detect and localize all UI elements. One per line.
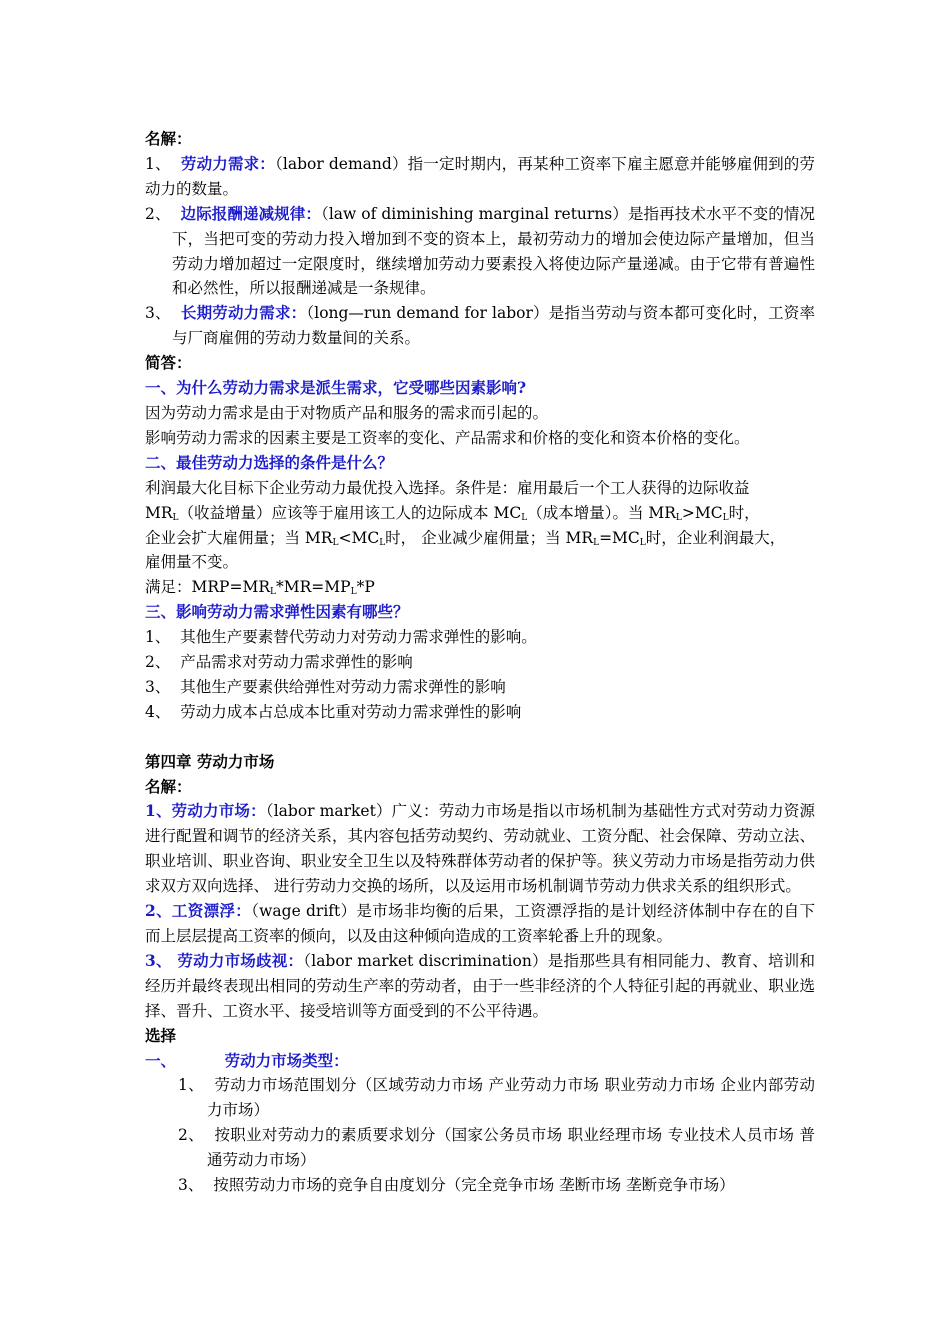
answer-line	[145, 526, 815, 551]
text-fragment: （收益增量）应该等于雇用该工人的边际成本 MC	[178, 503, 522, 522]
text-fragment: *MR=MP	[275, 578, 351, 597]
text-fragment: *P	[356, 578, 375, 597]
definition-item	[145, 202, 815, 302]
text-fragment: MR	[145, 503, 173, 522]
text-fragment: （成本增量）。当 MR	[527, 503, 676, 522]
question-title: 二、最佳劳动力选择的条件是什么？	[145, 452, 394, 472]
list-item	[145, 675, 815, 700]
definition-text: （law of diminishing marginal returns）是指再技术水平不变的情况下，当把可变的劳动力投入增加到不变的资本上，最初劳动力的增加会使边际产量增加，但当劳动力增加超过一定限度时，继续增加劳动力要素投入将使边际产量递减。由于它带有普遍性和必然性，所以报酬递减是一条规律。	[172, 204, 815, 298]
subscript: L	[675, 512, 682, 523]
definition-text: （long—run demand for labor）是指当劳动与资本都可变化时，工资率与厂商雇佣的劳动力数量间的关系。	[172, 304, 815, 348]
definition-item	[145, 152, 815, 202]
text-fragment: 时，	[728, 503, 760, 522]
subscript: L	[593, 537, 600, 548]
question-title: 三、影响劳动力需求弹性因素有哪些？	[145, 602, 409, 622]
list-item	[145, 650, 815, 675]
text-fragment: 满足：MRP=MR	[145, 578, 270, 597]
definition-item	[145, 899, 815, 949]
subscript: L	[722, 512, 729, 523]
definition-term: 边际报酬递减规律：	[180, 203, 321, 223]
list-item	[145, 625, 815, 650]
list-item	[145, 700, 815, 725]
subscript: L	[172, 512, 179, 523]
type-text: 按照劳动力市场的竞争自由度划分（完全竞争市场 垄断市场 垄断竞争市场）	[213, 1176, 735, 1195]
item-number: 2、	[178, 1126, 204, 1145]
answer-line: 利润最大化目标下企业劳动力最优投入选择。条件是：雇用最后一个工人获得的边际收益	[145, 478, 750, 497]
text-fragment: 时， 企业减少雇佣量；当 MR	[385, 528, 594, 547]
text-fragment: >MC	[681, 503, 723, 522]
item-number: 1、	[178, 1076, 204, 1095]
definition-term: 长期劳动力需求：	[180, 303, 307, 323]
item-number: 4、	[145, 702, 171, 721]
item-number: 2、	[145, 204, 171, 223]
answer-line	[145, 501, 815, 526]
list-item-text: 产品需求对劳动力需求弹性的影响	[180, 653, 413, 672]
subscript: L	[639, 537, 646, 548]
document-page	[145, 127, 815, 1198]
definition-text: （wage drift）是市场非均衡的后果，工资漂浮指的是计划经济体制中存在的自下而上层层提高工资率的倾向，以及由这种倾向造成的工资率轮番上升的现象。	[145, 902, 815, 945]
definition-term: 2、工资漂浮：	[145, 901, 252, 921]
text-fragment: 企业会扩大雇佣量；当 MR	[145, 528, 333, 547]
definition-item	[145, 949, 815, 1024]
definition-text: （labor demand）指一定时期内，再某种工资率下雇主愿意并能够雇佣到的劳动力的数量。	[145, 154, 815, 198]
item-number: 2、	[145, 653, 171, 672]
subscript: L	[332, 537, 339, 548]
text-fragment: <MC	[338, 528, 380, 547]
type-item	[145, 1073, 815, 1123]
question-title: 一、为什么劳动力需求是派生需求，它受哪些因素影响?	[145, 378, 527, 398]
type-item	[145, 1173, 815, 1198]
subscript: L	[379, 537, 386, 548]
section-heading: 选择	[145, 1025, 177, 1045]
list-item-text: 其他生产要素供给弹性对劳动力需求弹性的影响	[180, 677, 506, 696]
section-heading: 名解：	[145, 776, 192, 796]
definition-item	[145, 799, 815, 899]
definition-text: （labor market discrimination）是指那些具有相同能力、教育、培训和经历并最终表现出相同的劳动生产率的劳动者，由于一些非经济的个人特征引起的再就业、职业选择、晋升、工资水平、接受培训等方面受到的不公平待遇。	[145, 951, 816, 1020]
sub-heading	[145, 1049, 815, 1074]
definition-item	[145, 301, 815, 351]
text-fragment: 时，企业利润最大，	[645, 528, 786, 547]
answer-line: 雇佣量不变。	[145, 553, 239, 572]
item-number: 3、	[145, 304, 171, 323]
item-number: 3、	[145, 677, 171, 696]
subscript: L	[270, 587, 276, 598]
sub-heading-text: 劳动力市场类型：	[224, 1050, 349, 1070]
subscript: L	[350, 587, 357, 598]
item-number: 3、	[178, 1176, 204, 1195]
answer-paragraph: 影响劳动力需求的因素主要是工资率的变化、产品需求和价格的变化和资本价格的变化。	[145, 428, 750, 447]
item-number: 1、	[145, 628, 171, 647]
definition-text: （labor market）广义：劳动力市场是指以市场机制为基础性方式对劳动力资源进行配置和调节的经济关系，其内容包括劳动契约、劳动就业、工资分配、社会保障、劳动立法、职业培训、职业咨询、职业安全卫生以及特殊群体劳动者的保护等。狭义劳动力市场是指劳动力供求双方双向选择、 进行劳动力交换的场所，以及运用市场机制调节劳动力供求关系的组织形式。	[145, 802, 815, 896]
definition-term: 1、劳动力市场：	[145, 801, 266, 821]
text-fragment: =MC	[599, 528, 640, 547]
section-heading: 简答：	[145, 353, 192, 373]
list-item-text: 劳动力成本占总成本比重对劳动力需求弹性的影响	[180, 702, 522, 721]
item-number: 一、	[145, 1050, 177, 1070]
definition-term: 劳动力需求：	[180, 153, 275, 173]
answer-paragraph: 因为劳动力需求是由于对物质产品和服务的需求而引起的。	[145, 403, 549, 422]
chapter-title: 第四章 劳动力市场	[145, 751, 275, 771]
list-item-text: 其他生产要素替代劳动力对劳动力需求弹性的影响。	[180, 628, 537, 647]
type-text: 劳动力市场范围划分（区域劳动力市场 产业劳动力市场 职业劳动力市场 企业内部劳动力市场）	[207, 1076, 815, 1120]
definition-term: 3、 劳动力市场歧视：	[145, 950, 304, 970]
subscript: L	[521, 512, 528, 523]
type-text: 按职业对劳动力的素质要求划分（国家公务员市场 职业经理市场 专业技术人员市场 普通劳动力市场）	[207, 1126, 815, 1170]
formula-line	[145, 575, 815, 600]
item-number: 1、	[145, 154, 171, 173]
section-heading: 名解：	[145, 129, 192, 148]
type-item	[145, 1123, 815, 1173]
blank-line	[145, 725, 815, 750]
